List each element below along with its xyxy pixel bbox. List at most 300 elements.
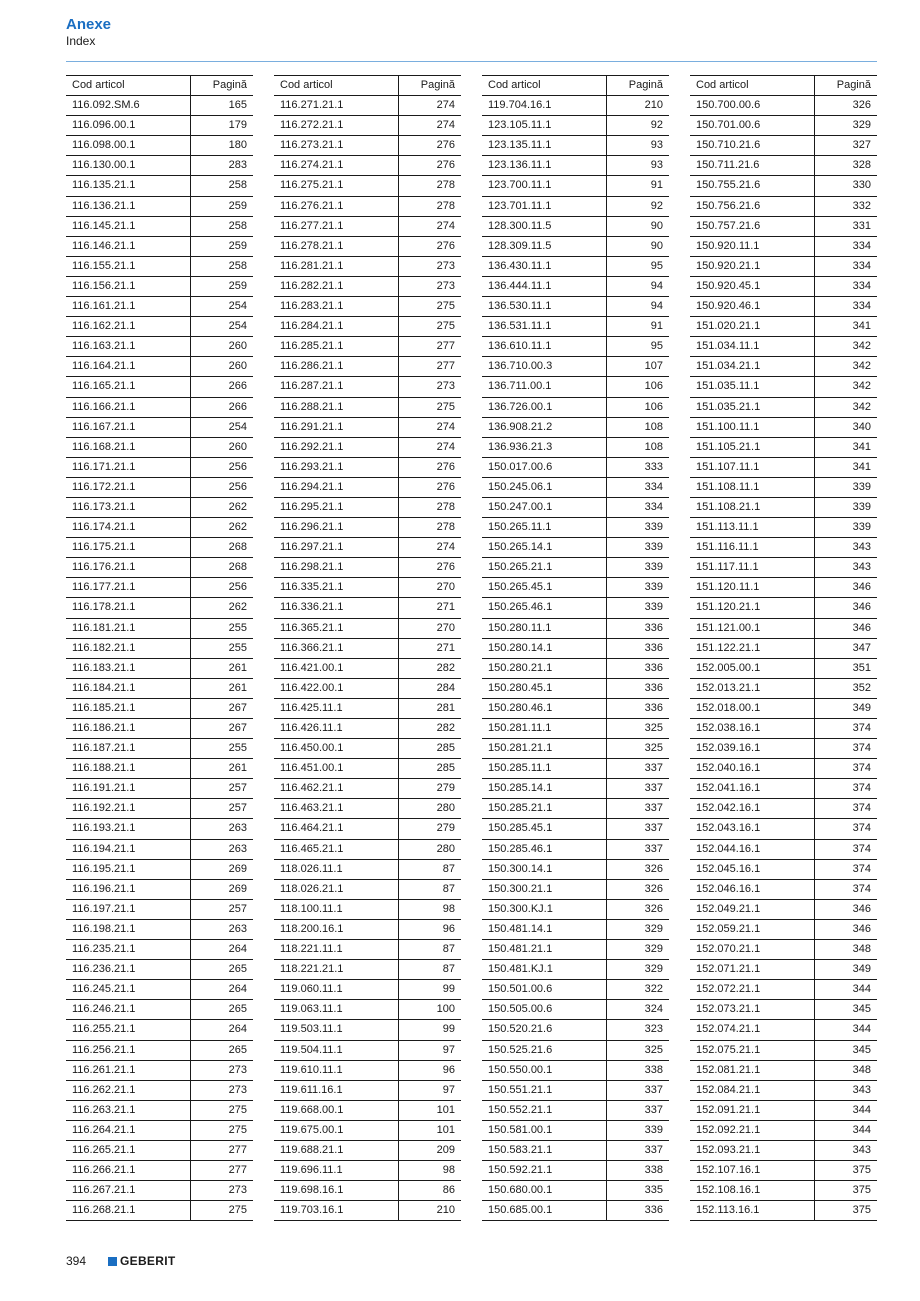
table-row bbox=[66, 237, 253, 257]
page-ref: 258 bbox=[228, 259, 247, 272]
article-code: 152.046.16.1 bbox=[690, 880, 815, 899]
table-row bbox=[690, 438, 877, 458]
page-ref: 284 bbox=[436, 681, 455, 694]
page-ref: 265 bbox=[228, 1003, 247, 1016]
page-ref: 374 bbox=[852, 782, 871, 795]
page-ref: 343 bbox=[852, 1083, 871, 1096]
column-header-code: Cod articol bbox=[66, 76, 191, 95]
table-row bbox=[690, 277, 877, 297]
table-row bbox=[482, 478, 669, 498]
page-ref: 337 bbox=[644, 842, 663, 855]
page-ref: 269 bbox=[228, 882, 247, 895]
page-ref: 375 bbox=[852, 1164, 871, 1177]
article-code: 151.035.21.1 bbox=[690, 398, 815, 417]
page-ref: 98 bbox=[442, 1164, 455, 1177]
article-code: 116.181.21.1 bbox=[66, 619, 191, 638]
page-ref: 374 bbox=[852, 762, 871, 775]
table-row bbox=[690, 759, 877, 779]
page-ref: 339 bbox=[644, 521, 663, 534]
article-code: 150.285.21.1 bbox=[482, 799, 607, 818]
page-ref: 93 bbox=[650, 159, 663, 172]
table-row bbox=[690, 1041, 877, 1061]
article-code: 150.757.21.6 bbox=[690, 217, 815, 236]
table-row bbox=[66, 116, 253, 136]
article-code: 116.197.21.1 bbox=[66, 900, 191, 919]
table-row bbox=[482, 217, 669, 237]
article-code: 116.191.21.1 bbox=[66, 779, 191, 798]
article-code: 116.261.21.1 bbox=[66, 1061, 191, 1080]
page-ref: 329 bbox=[852, 119, 871, 132]
page-ref: 278 bbox=[436, 179, 455, 192]
article-code: 152.075.21.1 bbox=[690, 1041, 815, 1060]
page-ref: 339 bbox=[852, 521, 871, 534]
article-code: 116.451.00.1 bbox=[274, 759, 399, 778]
table-row bbox=[66, 619, 253, 639]
table-row bbox=[482, 960, 669, 980]
page-ref: 351 bbox=[852, 661, 871, 674]
table-row bbox=[690, 719, 877, 739]
article-code: 152.018.00.1 bbox=[690, 699, 815, 718]
page-ref: 273 bbox=[436, 279, 455, 292]
table-row bbox=[274, 779, 461, 799]
table-row bbox=[482, 337, 669, 357]
table-row bbox=[482, 1141, 669, 1161]
table-row bbox=[274, 1101, 461, 1121]
table-header-row bbox=[482, 76, 669, 96]
table-row bbox=[482, 1041, 669, 1061]
page-ref: 262 bbox=[228, 500, 247, 513]
article-code: 136.908.21.2 bbox=[482, 418, 607, 437]
article-code: 116.277.21.1 bbox=[274, 217, 399, 236]
page-ref: 265 bbox=[228, 1043, 247, 1056]
page-ref: 97 bbox=[442, 1083, 455, 1096]
page-ref: 344 bbox=[852, 1123, 871, 1136]
page-ref: 259 bbox=[228, 199, 247, 212]
page-ref: 346 bbox=[852, 922, 871, 935]
table-row bbox=[482, 418, 669, 438]
article-code: 150.700.00.6 bbox=[690, 96, 815, 115]
table-row bbox=[482, 759, 669, 779]
table-row bbox=[66, 739, 253, 759]
page-ref: 326 bbox=[852, 99, 871, 112]
article-code: 119.704.16.1 bbox=[482, 96, 607, 115]
article-code: 151.035.11.1 bbox=[690, 377, 815, 396]
page-ref: 339 bbox=[852, 480, 871, 493]
page-ref: 273 bbox=[228, 1184, 247, 1197]
table-row bbox=[274, 840, 461, 860]
table-row bbox=[66, 257, 253, 277]
article-code: 116.171.21.1 bbox=[66, 458, 191, 477]
page-ref: 339 bbox=[644, 541, 663, 554]
page-ref: 275 bbox=[228, 1204, 247, 1217]
page-header bbox=[66, 16, 111, 48]
page-ref: 337 bbox=[644, 1143, 663, 1156]
column-header-page: Pagină bbox=[212, 79, 247, 91]
article-code: 119.610.11.1 bbox=[274, 1061, 399, 1080]
page-ref: 267 bbox=[228, 722, 247, 734]
table-row bbox=[690, 257, 877, 277]
table-row bbox=[482, 458, 669, 478]
page-ref: 107 bbox=[644, 360, 663, 373]
article-code: 119.703.16.1 bbox=[274, 1201, 399, 1220]
table-row bbox=[274, 719, 461, 739]
page-ref: 90 bbox=[650, 219, 663, 232]
page-ref: 374 bbox=[852, 882, 871, 895]
article-code: 150.481.KJ.1 bbox=[482, 960, 607, 979]
table-row bbox=[690, 980, 877, 1000]
page-ref: 328 bbox=[852, 159, 871, 172]
page-ref: 264 bbox=[228, 1023, 247, 1036]
table-row bbox=[66, 759, 253, 779]
table-row bbox=[482, 799, 669, 819]
article-code: 116.263.21.1 bbox=[66, 1101, 191, 1120]
article-code: 136.711.00.1 bbox=[482, 377, 607, 396]
table-row bbox=[690, 156, 877, 176]
page-ref: 334 bbox=[644, 480, 663, 493]
table-row bbox=[690, 136, 877, 156]
article-code: 152.073.21.1 bbox=[690, 1000, 815, 1019]
page-ref: 329 bbox=[644, 922, 663, 935]
page-ref: 282 bbox=[436, 722, 455, 734]
article-code: 116.421.00.1 bbox=[274, 659, 399, 678]
page-ref: 271 bbox=[436, 601, 455, 614]
article-code: 116.264.21.1 bbox=[66, 1121, 191, 1140]
page-ref: 262 bbox=[228, 521, 247, 534]
table-row bbox=[274, 900, 461, 920]
table-row bbox=[690, 1161, 877, 1181]
table-row bbox=[274, 438, 461, 458]
page-ref: 339 bbox=[644, 601, 663, 614]
table-row bbox=[690, 317, 877, 337]
page-ref: 276 bbox=[436, 460, 455, 473]
table-row bbox=[482, 578, 669, 598]
page-ref: 274 bbox=[436, 420, 455, 433]
article-code: 116.463.21.1 bbox=[274, 799, 399, 818]
table-row bbox=[66, 840, 253, 860]
page-ref: 209 bbox=[436, 1143, 455, 1156]
article-code: 136.444.11.1 bbox=[482, 277, 607, 296]
article-code: 116.426.11.1 bbox=[274, 719, 399, 738]
page-ref: 374 bbox=[852, 822, 871, 835]
table-row bbox=[482, 598, 669, 618]
page-ref: 274 bbox=[436, 440, 455, 453]
article-code: 116.276.21.1 bbox=[274, 197, 399, 216]
table-row bbox=[690, 1141, 877, 1161]
page-ref: 329 bbox=[644, 943, 663, 956]
page-ref: 106 bbox=[644, 380, 663, 393]
table-row bbox=[482, 659, 669, 679]
table-row bbox=[690, 1201, 877, 1221]
table-row bbox=[690, 458, 877, 478]
page-ref: 263 bbox=[228, 922, 247, 935]
article-code: 116.098.00.1 bbox=[66, 136, 191, 155]
table-row bbox=[690, 920, 877, 940]
page-ref: 346 bbox=[852, 581, 871, 594]
page-ref: 337 bbox=[644, 802, 663, 815]
article-code: 152.059.21.1 bbox=[690, 920, 815, 939]
article-code: 118.221.11.1 bbox=[274, 940, 399, 959]
table-row bbox=[482, 96, 669, 116]
article-code: 116.145.21.1 bbox=[66, 217, 191, 236]
article-code: 152.013.21.1 bbox=[690, 679, 815, 698]
table-row bbox=[482, 719, 669, 739]
page-ref: 339 bbox=[852, 500, 871, 513]
page-ref: 374 bbox=[852, 802, 871, 815]
article-code: 118.200.16.1 bbox=[274, 920, 399, 939]
page-ref: 255 bbox=[228, 742, 247, 755]
page-subtitle: Index bbox=[66, 34, 96, 48]
article-code: 150.756.21.6 bbox=[690, 197, 815, 216]
page-ref: 165 bbox=[228, 99, 247, 112]
article-code: 116.288.21.1 bbox=[274, 398, 399, 417]
table-row bbox=[690, 1061, 877, 1081]
page-ref: 100 bbox=[436, 1003, 455, 1016]
table-row bbox=[274, 980, 461, 1000]
article-code: 116.286.21.1 bbox=[274, 357, 399, 376]
table-row bbox=[482, 1081, 669, 1101]
article-code: 150.265.21.1 bbox=[482, 558, 607, 577]
article-code: 116.285.21.1 bbox=[274, 337, 399, 356]
table-row bbox=[66, 679, 253, 699]
article-code: 116.465.21.1 bbox=[274, 840, 399, 859]
article-code: 150.550.00.1 bbox=[482, 1061, 607, 1080]
article-code: 116.293.21.1 bbox=[274, 458, 399, 477]
table-row bbox=[690, 1000, 877, 1020]
page-title: Anexe bbox=[66, 16, 112, 33]
page-ref: 265 bbox=[228, 963, 247, 976]
table-row bbox=[66, 960, 253, 980]
article-code: 116.183.21.1 bbox=[66, 659, 191, 678]
table-row bbox=[690, 679, 877, 699]
page-ref: 258 bbox=[228, 179, 247, 192]
article-code: 119.611.16.1 bbox=[274, 1081, 399, 1100]
article-code: 116.336.21.1 bbox=[274, 598, 399, 617]
table-row bbox=[690, 699, 877, 719]
page-ref: 90 bbox=[650, 239, 663, 252]
page-ref: 348 bbox=[852, 943, 871, 956]
article-code: 150.280.45.1 bbox=[482, 679, 607, 698]
table-row bbox=[482, 860, 669, 880]
article-code: 151.120.11.1 bbox=[690, 578, 815, 597]
page-ref: 326 bbox=[644, 882, 663, 895]
page-ref: 344 bbox=[852, 983, 871, 996]
page-ref: 336 bbox=[644, 641, 663, 654]
article-code: 116.273.21.1 bbox=[274, 136, 399, 155]
article-code: 128.300.11.5 bbox=[482, 217, 607, 236]
article-code: 116.167.21.1 bbox=[66, 418, 191, 437]
page-ref: 323 bbox=[644, 1023, 663, 1036]
table-row bbox=[482, 639, 669, 659]
article-code: 116.177.21.1 bbox=[66, 578, 191, 597]
page-ref: 101 bbox=[436, 1103, 455, 1116]
table-row bbox=[690, 478, 877, 498]
page-ref: 339 bbox=[644, 561, 663, 574]
table-header-row bbox=[66, 76, 253, 96]
article-code: 151.117.11.1 bbox=[690, 558, 815, 577]
table-row bbox=[482, 197, 669, 217]
page-ref: 276 bbox=[436, 561, 455, 574]
article-code: 151.034.11.1 bbox=[690, 337, 815, 356]
table-row bbox=[690, 1121, 877, 1141]
article-code: 116.281.21.1 bbox=[274, 257, 399, 276]
page-ref: 268 bbox=[228, 541, 247, 554]
page-ref: 270 bbox=[436, 581, 455, 594]
page-ref: 254 bbox=[228, 320, 247, 333]
page-ref: 268 bbox=[228, 561, 247, 574]
table-row bbox=[274, 217, 461, 237]
article-code: 116.274.21.1 bbox=[274, 156, 399, 175]
article-code: 150.017.00.6 bbox=[482, 458, 607, 477]
table-row bbox=[690, 1081, 877, 1101]
page-ref: 345 bbox=[852, 1003, 871, 1016]
article-code: 116.297.21.1 bbox=[274, 538, 399, 557]
article-code: 116.245.21.1 bbox=[66, 980, 191, 999]
table-row bbox=[274, 317, 461, 337]
article-code: 152.041.16.1 bbox=[690, 779, 815, 798]
table-row bbox=[482, 1161, 669, 1181]
article-code: 150.280.14.1 bbox=[482, 639, 607, 658]
table-row bbox=[66, 458, 253, 478]
article-code: 152.074.21.1 bbox=[690, 1020, 815, 1039]
table-row bbox=[274, 1081, 461, 1101]
article-code: 152.108.16.1 bbox=[690, 1181, 815, 1200]
table-row bbox=[66, 598, 253, 618]
article-code: 151.120.21.1 bbox=[690, 598, 815, 617]
page-ref: 338 bbox=[644, 1164, 663, 1177]
table-row bbox=[274, 1141, 461, 1161]
page-ref: 279 bbox=[436, 782, 455, 795]
article-code: 116.298.21.1 bbox=[274, 558, 399, 577]
article-code: 150.280.11.1 bbox=[482, 619, 607, 638]
page-ref: 257 bbox=[228, 782, 247, 795]
page-ref: 279 bbox=[436, 822, 455, 835]
table-row bbox=[66, 277, 253, 297]
page-ref: 344 bbox=[852, 1023, 871, 1036]
table-row bbox=[482, 538, 669, 558]
page-ref: 273 bbox=[436, 380, 455, 393]
article-code: 119.675.00.1 bbox=[274, 1121, 399, 1140]
table-row bbox=[690, 639, 877, 659]
page-ref: 337 bbox=[644, 822, 663, 835]
article-code: 152.092.21.1 bbox=[690, 1121, 815, 1140]
page-ref: 340 bbox=[852, 420, 871, 433]
article-code: 136.936.21.3 bbox=[482, 438, 607, 457]
table-row bbox=[690, 176, 877, 196]
page-ref: 334 bbox=[852, 259, 871, 272]
article-code: 116.365.21.1 bbox=[274, 619, 399, 638]
article-code: 116.275.21.1 bbox=[274, 176, 399, 195]
article-code: 116.283.21.1 bbox=[274, 297, 399, 316]
article-code: 152.113.16.1 bbox=[690, 1201, 815, 1220]
page-ref: 106 bbox=[644, 400, 663, 413]
article-code: 151.107.11.1 bbox=[690, 458, 815, 477]
page-ref: 277 bbox=[436, 360, 455, 373]
page-ref: 341 bbox=[852, 460, 871, 473]
table-row bbox=[274, 398, 461, 418]
page-ref: 334 bbox=[644, 500, 663, 513]
page-ref: 210 bbox=[644, 99, 663, 112]
table-row bbox=[482, 438, 669, 458]
table-row bbox=[482, 558, 669, 578]
article-code: 150.920.46.1 bbox=[690, 297, 815, 316]
article-code: 136.726.00.1 bbox=[482, 398, 607, 417]
column-header-page: Pagină bbox=[420, 79, 455, 91]
article-code: 116.096.00.1 bbox=[66, 116, 191, 135]
table-row bbox=[690, 619, 877, 639]
table-row bbox=[66, 297, 253, 317]
table-row bbox=[274, 799, 461, 819]
geberit-logo bbox=[108, 1254, 175, 1268]
page-ref: 334 bbox=[852, 239, 871, 252]
article-code: 116.265.21.1 bbox=[66, 1141, 191, 1160]
table-row bbox=[690, 538, 877, 558]
column-header-page: Pagină bbox=[628, 79, 663, 91]
page-ref: 267 bbox=[228, 701, 247, 714]
article-code: 116.162.21.1 bbox=[66, 317, 191, 336]
article-code: 128.309.11.5 bbox=[482, 237, 607, 256]
page-ref: 98 bbox=[442, 902, 455, 915]
page-ref: 337 bbox=[644, 782, 663, 795]
page-ref: 343 bbox=[852, 561, 871, 574]
article-code: 116.198.21.1 bbox=[66, 920, 191, 939]
table-row bbox=[690, 578, 877, 598]
page-ref: 339 bbox=[644, 581, 663, 594]
article-code: 116.278.21.1 bbox=[274, 237, 399, 256]
table-row bbox=[274, 136, 461, 156]
article-code: 116.236.21.1 bbox=[66, 960, 191, 979]
article-code: 116.186.21.1 bbox=[66, 719, 191, 738]
article-code: 116.146.21.1 bbox=[66, 237, 191, 256]
article-code: 150.285.11.1 bbox=[482, 759, 607, 778]
article-code: 150.285.14.1 bbox=[482, 779, 607, 798]
page-ref: 86 bbox=[442, 1184, 455, 1197]
page-ref: 325 bbox=[644, 722, 663, 734]
page-ref: 345 bbox=[852, 1043, 871, 1056]
table-row bbox=[482, 1101, 669, 1121]
page-ref: 270 bbox=[436, 621, 455, 634]
page-ref: 87 bbox=[442, 943, 455, 956]
article-code: 116.268.21.1 bbox=[66, 1201, 191, 1220]
table-row bbox=[274, 860, 461, 880]
article-code: 116.130.00.1 bbox=[66, 156, 191, 175]
page-ref: 342 bbox=[852, 340, 871, 353]
table-row bbox=[690, 819, 877, 839]
page-ref: 335 bbox=[644, 1184, 663, 1197]
article-code: 150.285.46.1 bbox=[482, 840, 607, 859]
article-code: 150.592.21.1 bbox=[482, 1161, 607, 1180]
table-row bbox=[66, 377, 253, 397]
article-code: 116.135.21.1 bbox=[66, 176, 191, 195]
article-code: 150.285.45.1 bbox=[482, 819, 607, 838]
article-code: 116.366.21.1 bbox=[274, 639, 399, 658]
page-ref: 338 bbox=[644, 1063, 663, 1076]
table-row bbox=[690, 96, 877, 116]
page-ref: 374 bbox=[852, 742, 871, 755]
article-code: 150.920.11.1 bbox=[690, 237, 815, 256]
page-ref: 346 bbox=[852, 902, 871, 915]
table-row bbox=[274, 1061, 461, 1081]
article-code: 116.172.21.1 bbox=[66, 478, 191, 497]
article-code: 116.174.21.1 bbox=[66, 518, 191, 537]
table-row bbox=[482, 498, 669, 518]
article-code: 116.335.21.1 bbox=[274, 578, 399, 597]
page-ref: 343 bbox=[852, 1143, 871, 1156]
table-row bbox=[274, 619, 461, 639]
article-code: 123.700.11.1 bbox=[482, 176, 607, 195]
table-row bbox=[690, 237, 877, 257]
table-row bbox=[482, 1061, 669, 1081]
page-ref: 259 bbox=[228, 279, 247, 292]
